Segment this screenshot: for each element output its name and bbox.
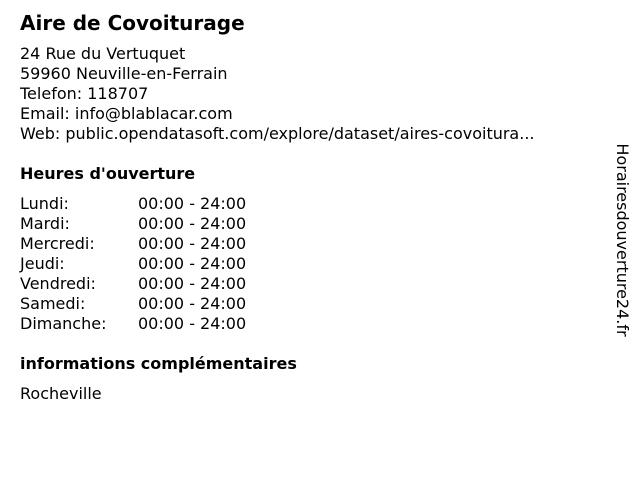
time-range: 00:00 - 24:00: [138, 314, 247, 333]
hours-row-tuesday: [20, 214, 246, 234]
day-label: Samedi:: [20, 294, 86, 313]
time-range: 00:00 - 24:00: [138, 254, 247, 273]
hours-row-wednesday: [20, 234, 246, 254]
hours-row-monday: [20, 194, 246, 214]
hours-row-sunday: [20, 314, 246, 334]
day-label: Mardi:: [20, 214, 70, 233]
additional-info-heading: informations complémentaires: [20, 354, 297, 373]
day-label: Vendredi:: [20, 274, 96, 293]
phone-line: Telefon: 118707: [20, 84, 149, 103]
opening-hours-list: [20, 194, 246, 334]
day-label: Jeudi:: [20, 254, 65, 273]
time-range: 00:00 - 24:00: [138, 294, 247, 313]
hours-row-friday: [20, 274, 246, 294]
email-line: Email: info@blablacar.com: [20, 104, 233, 123]
time-range: 00:00 - 24:00: [138, 194, 247, 213]
place-title: Aire de Covoiturage: [20, 11, 245, 35]
day-label: Lundi:: [20, 194, 69, 213]
address-street: 24 Rue du Vertuquet: [20, 44, 186, 63]
additional-info-text: Rocheville: [20, 384, 102, 403]
day-label: Mercredi:: [20, 234, 95, 253]
web-line: Web: public.opendatasoft.com/explore/dataset/aires-covoitura...: [20, 124, 535, 143]
brand-watermark: Horairesdouverture24.fr: [613, 143, 632, 337]
time-range: 00:00 - 24:00: [138, 214, 247, 233]
day-label: Dimanche:: [20, 314, 107, 333]
time-range: 00:00 - 24:00: [138, 274, 247, 293]
address-city: 59960 Neuville-en-Ferrain: [20, 64, 228, 83]
hours-row-saturday: [20, 294, 246, 314]
contact-block: [20, 44, 535, 144]
opening-hours-heading: Heures d'ouverture: [20, 164, 196, 183]
time-range: 00:00 - 24:00: [138, 234, 247, 253]
hours-row-thursday: [20, 254, 246, 274]
